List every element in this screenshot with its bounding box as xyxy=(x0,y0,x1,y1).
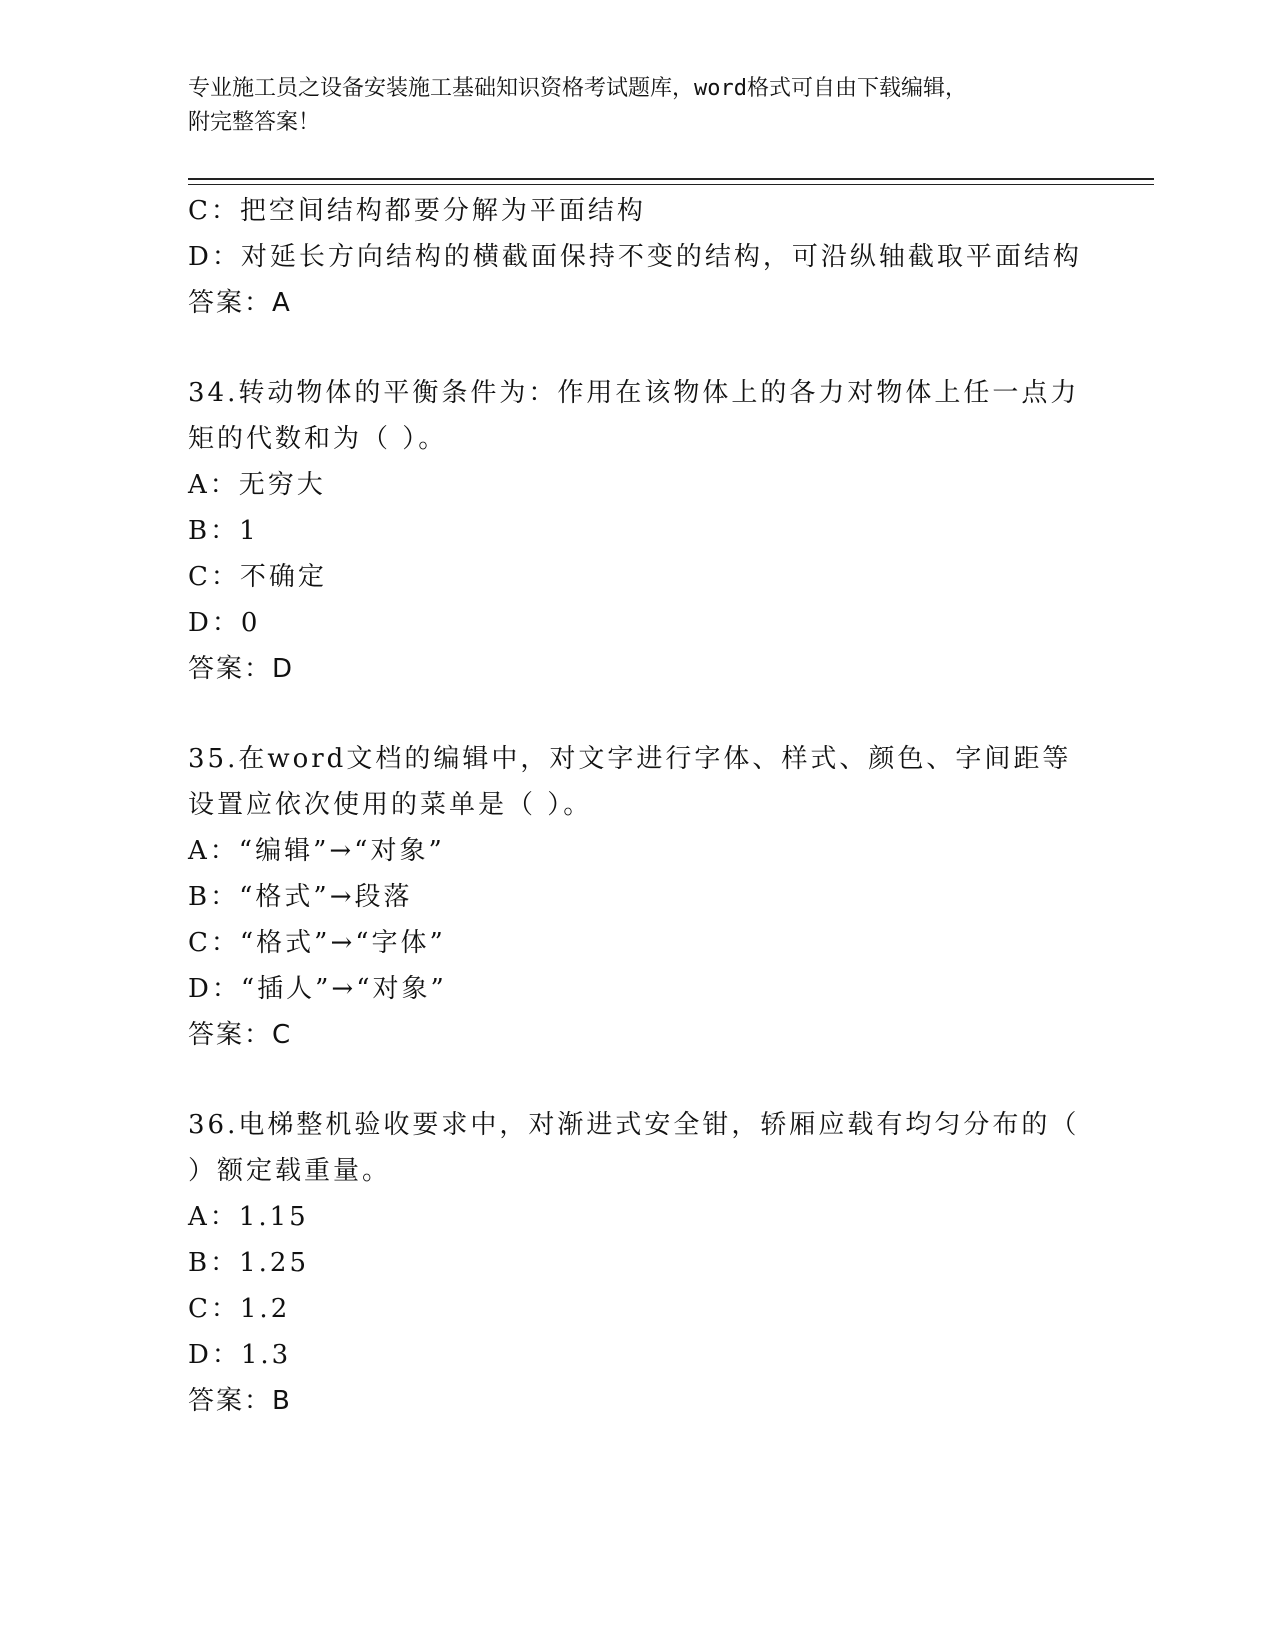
option-a: A：无穷大 xyxy=(188,470,326,500)
question-35 xyxy=(188,736,1088,1058)
header-divider-thick xyxy=(188,178,1154,180)
option-b: B：1.25 xyxy=(188,1248,309,1278)
option-d: D：对延长方向结构的横截面保持不变的结构，可沿纵轴截取平面结构 xyxy=(188,242,1082,272)
question-stem: 34.转动物体的平衡条件为：作用在该物体上的各力对物体上任一点力 xyxy=(188,378,1080,408)
spacer xyxy=(188,326,1088,370)
question-stem: ）额定载重量。 xyxy=(188,1156,392,1186)
question-stem: 35.在word文档的编辑中，对文字进行字体、样式、颜色、字间距等 xyxy=(188,744,1072,774)
header-line-2: 附完整答案！ xyxy=(188,110,321,135)
document-body xyxy=(188,188,1088,1424)
answer-line: 答案：D xyxy=(188,654,295,684)
question-stem: 36.电梯整机验收要求中，对渐进式安全钳，轿厢应载有均匀分布的（ xyxy=(188,1110,1080,1140)
header-divider-thin xyxy=(188,184,1154,185)
answer-line: 答案：A xyxy=(188,288,292,318)
question-stem: 设置应依次使用的菜单是（ ）。 xyxy=(188,790,593,820)
spacer xyxy=(188,1058,1088,1102)
option-b: B：1 xyxy=(188,516,259,546)
option-c: C：把空间结构都要分解为平面结构 xyxy=(188,196,646,226)
option-a: A：“编辑”→“对象” xyxy=(188,836,445,866)
document-header xyxy=(188,72,1148,140)
question-33-continued xyxy=(188,188,1088,326)
option-d: D：1.3 xyxy=(188,1340,292,1370)
option-a: A：1.15 xyxy=(188,1202,309,1232)
option-c: C：“格式”→“字体” xyxy=(188,928,446,958)
question-36 xyxy=(188,1102,1088,1424)
option-c: C：不确定 xyxy=(188,562,327,592)
answer-line: 答案：B xyxy=(188,1386,292,1416)
question-34 xyxy=(188,370,1088,692)
question-stem: 矩的代数和为（ ）。 xyxy=(188,424,448,454)
option-b: B：“格式”→段落 xyxy=(188,882,413,912)
spacer xyxy=(188,692,1088,736)
option-c: C：1.2 xyxy=(188,1294,291,1324)
header-line-1: 专业施工员之设备安装施工基础知识资格考试题库，word格式可自由下载编辑， xyxy=(188,76,967,101)
answer-line: 答案：C xyxy=(188,1020,293,1050)
option-d: D：“插人”→“对象” xyxy=(188,974,447,1004)
option-d: D：0 xyxy=(188,608,261,638)
